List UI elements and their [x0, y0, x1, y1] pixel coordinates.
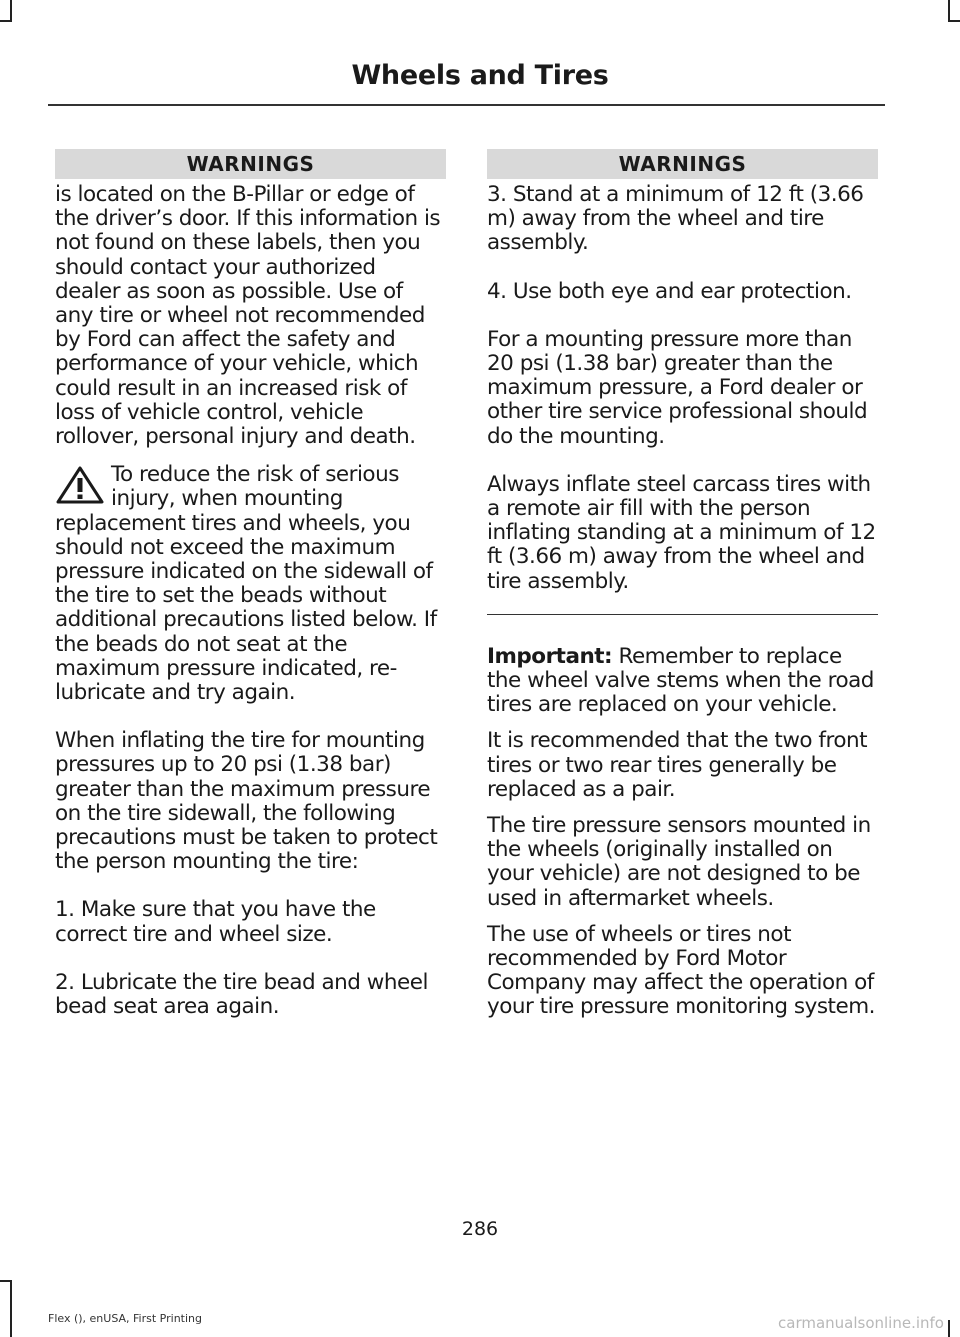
paragraph-wheel-use: The use of wheels or tires not recommended by Ford Motor Company may affect the operation of your tire pressure monitoring system.: [487, 921, 875, 1020]
important-note: [487, 645, 878, 718]
crop-mark: [948, 0, 950, 22]
paragraph-replace-pair: It is recommended that the two front tires or two rear tires generally be replaced as a pair.: [487, 728, 868, 802]
paragraph-sensors: The tire pressure sensors mounted in the wheels (originally installed on your vehicle) are not designed to be used in aftermarket wheels.: [487, 813, 871, 911]
page-number: 286: [461, 1218, 499, 1240]
step-3: 3. Stand at a minimum of 12 ft (3.66 m) away from the wheel and tire assembly.: [487, 182, 864, 256]
important-label: Important:: [487, 643, 613, 669]
left-column: [55, 149, 446, 1043]
important-text: Remember to replace the wheel valve stems when the road tires are replaced on your vehicle.: [487, 643, 874, 718]
section-divider: [487, 614, 878, 615]
page-title: Wheels and Tires: [351, 60, 609, 91]
warning-continued-text: is located on the B-Pillar or edge of the driver’s door. If this information is not found on these labels, then you should contact your authorized dealer as soon as possible. Use of any tire or wheel not recommended by Ford can affect the safety and performance of your vehicle, which could result in an increased risk of loss of vehicle control, vehicle rollover, personal injury and death.: [55, 182, 441, 450]
watermark: carmanualsonline.info: [778, 1314, 944, 1332]
right-column: [487, 149, 878, 1032]
warning-paragraph: [55, 463, 446, 705]
paragraph-mounting-pressure: For a mounting pressure more than 20 psi (1.38 bar) greater than the maximum pressure, a Ford dealer or other tire service professional should do the mounting.: [487, 326, 868, 449]
step-2: 2. Lubricate the tire bead and wheel bead seat area again.: [55, 969, 428, 1020]
step-4: 4. Use both eye and ear protection.: [487, 278, 852, 304]
crop-mark: [948, 20, 960, 22]
warning-triangle-icon: [55, 465, 105, 505]
paragraph-inflating: When inflating the tire for mounting pressures up to 20 psi (1.38 bar) greater than the maximum pressure on the tire sidewall, the following precautions must be taken to protect the person mounting the tire:: [55, 728, 438, 875]
warnings-heading: WARNINGS: [487, 149, 878, 179]
crop-mark: [10, 0, 12, 22]
crop-mark: [948, 1320, 950, 1337]
crop-mark: [0, 20, 12, 22]
header-divider: [48, 104, 885, 106]
step-1: 1. Make sure that you have the correct tire and wheel size.: [55, 897, 376, 947]
crop-mark: [0, 1280, 12, 1282]
crop-mark: [10, 1280, 12, 1337]
paragraph-steel-carcass: Always inflate steel carcass tires with a remote air fill with the person inflating standing at a minimum of 12 ft (3.66 m) away from the wheel and tire assembly.: [487, 471, 876, 594]
edition-footer: Flex (), enUSA, First Printing: [48, 1312, 202, 1325]
warnings-heading: WARNINGS: [55, 149, 446, 179]
warning-text: To reduce the risk of serious injury, when mounting replacement tires and wheels, you should not exceed the maximum pressure indicated on the sidewall of the tire to set the beads without additional precautions listed below. If the beads do not seat at the maximum pressure indicated, re-lubricate and try again.: [55, 462, 437, 706]
